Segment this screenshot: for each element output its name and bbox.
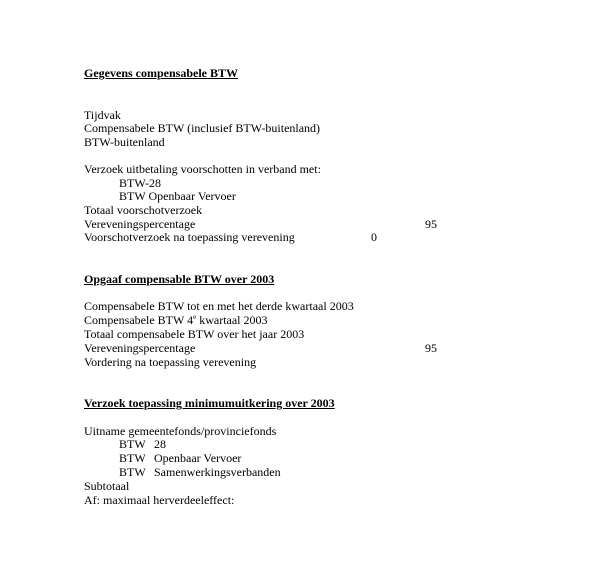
btw-openbaar-vervoer-label: BTW Openbaar Vervoer <box>119 189 236 203</box>
section-heading-gegevens: Gegevens compensabele BTW <box>84 66 238 80</box>
vereveningspercentage-value: 95 <box>425 217 437 231</box>
vierde-post-text: kwartaal 2003 <box>196 313 268 327</box>
btw28-label: BTW-28 <box>119 176 161 190</box>
btw-row <box>119 465 281 479</box>
vierde-pre-text: Compensabele BTW 4 <box>84 313 194 327</box>
btw-row-code: BTW <box>119 465 146 479</box>
btw-row-label: 28 <box>154 437 166 451</box>
vereveningspercentage-2-value: 95 <box>425 341 437 355</box>
vereveningspercentage-2-label: Vereveningspercentage <box>84 341 196 355</box>
compensabele-tot-derde-label: Compensabele BTW tot en met het derde kwartaal 2003 <box>84 299 354 313</box>
voorschotverzoek-na-label: Voorschotverzoek na toepassing verevening <box>84 230 295 244</box>
subtotaal-label: Subtotaal <box>84 479 130 493</box>
btw-buitenland-label: BTW-buitenland <box>84 135 165 149</box>
section-heading-minimumuitkering: Verzoek toepassing minimumuitkering over 2003 <box>84 396 335 410</box>
vereveningspercentage-label: Vereveningspercentage <box>84 217 196 231</box>
btw-row-label: Samenwerkingsverbanden <box>154 465 281 479</box>
btw-row <box>119 451 241 465</box>
btw-row-code: BTW <box>119 437 146 451</box>
compensabele-btw-label: Compensabele BTW (inclusief BTW-buitenland) <box>84 121 321 135</box>
voorschotverzoek-na-value: 0 <box>371 230 377 244</box>
tijdvak-label: Tijdvak <box>84 108 121 122</box>
vordering-label: Vordering na toepassing verevening <box>84 355 257 369</box>
totaal-voorschotverzoek-label: Totaal voorschotverzoek <box>84 203 203 217</box>
btw-row <box>119 437 166 451</box>
totaal-jaar-label: Totaal compensabele BTW over het jaar 2003 <box>84 327 305 341</box>
btw-row-code: BTW <box>119 451 146 465</box>
compensabele-vierde-kwartaal-label <box>84 313 268 327</box>
uitname-label: Uitname gemeentefonds/provinciefonds <box>84 424 277 438</box>
af-maximaal-label: Af: maximaal herverdeeleffect: <box>84 493 235 507</box>
vierde-sup-text: e <box>193 313 197 321</box>
verzoek-uitbetaling-label: Verzoek uitbetaling voorschotten in verband met: <box>84 162 321 176</box>
section-heading-opgaaf: Opgaaf compensable BTW over 2003 <box>84 272 275 286</box>
btw-row-label: Openbaar Vervoer <box>154 451 242 465</box>
